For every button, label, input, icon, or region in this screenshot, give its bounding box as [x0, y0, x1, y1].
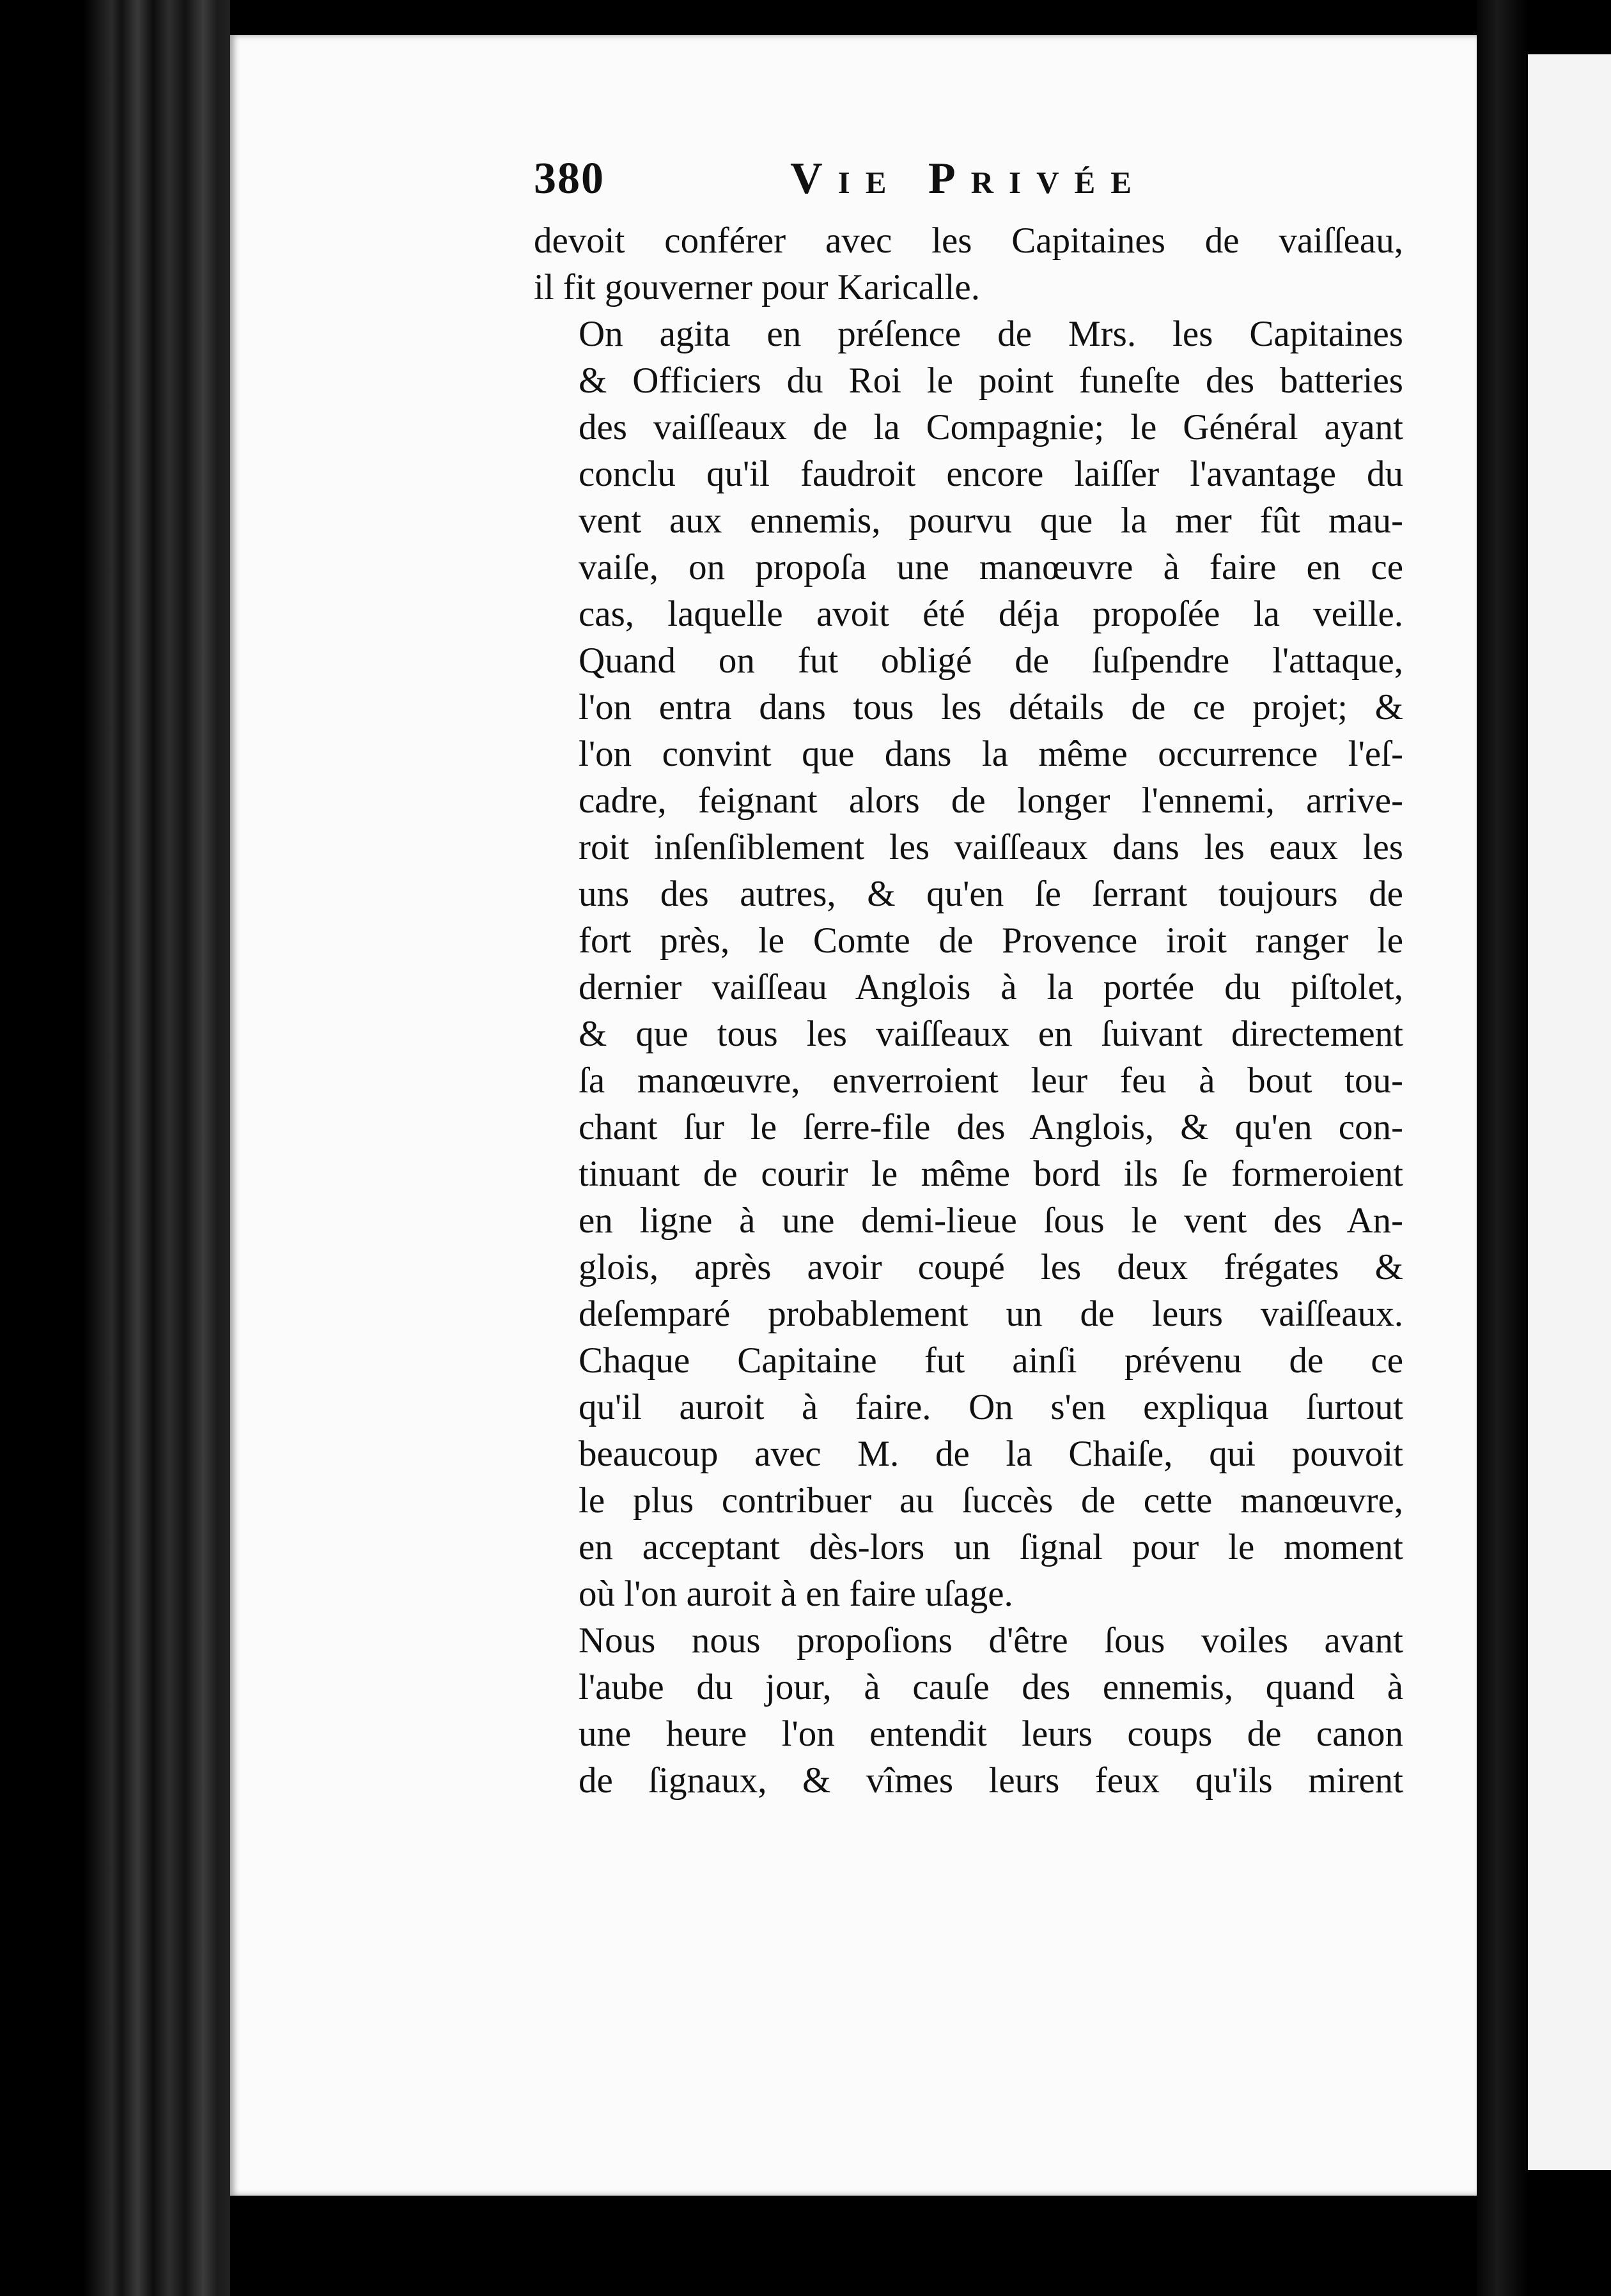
text-line: Quand on fut obligé de ſuſpendre l'attaque, — [579, 640, 1403, 681]
text-line: vaiſe, on propoſa une manœuvre à faire en ce — [579, 547, 1403, 587]
text-line: cadre, feignant alors de longer l'ennemi, arrive- — [579, 780, 1403, 821]
paragraph — [534, 1617, 1403, 1804]
text-line: tinuant de courir le même bord ils ſe formeroient — [579, 1154, 1403, 1194]
text-line: fort près, le Comte de Provence iroit ranger le — [579, 920, 1403, 961]
text-line: dernier vaiſſeau Anglois à la portée du piſtolet, — [579, 967, 1403, 1007]
text-line: ſa manœuvre, enverroient leur feu à bout tou- — [579, 1060, 1403, 1101]
text-line: de ſignaux, & vîmes leurs feux qu'ils mirent — [579, 1760, 1403, 1801]
text-line: le plus contribuer au ſuccès de cette manœuvre, — [579, 1480, 1403, 1521]
page-text-block — [534, 153, 1403, 1804]
paragraph — [534, 637, 1403, 1337]
scan-bottom-edge — [230, 2196, 1477, 2296]
text-line: en acceptant dès-lors un ſignal pour le moment — [579, 1527, 1403, 1567]
book-gutter-right — [1477, 0, 1528, 2296]
next-page-edge — [1528, 54, 1611, 2170]
text-line: uns des autres, & qu'en ſe ſerrant toujours de — [579, 874, 1403, 914]
paragraph — [534, 1337, 1403, 1617]
paragraph — [534, 217, 1403, 311]
text-line: en ligne à une demi-lieue ſous le vent des An- — [579, 1200, 1403, 1241]
text-line: l'aube du jour, à cauſe des ennemis, quand à — [579, 1667, 1403, 1707]
text-line: beaucoup avec M. de la Chaiſe, qui pouvoit — [579, 1434, 1403, 1474]
text-line: deſemparé probablement un de leurs vaiſſeaux. — [579, 1294, 1403, 1334]
text-line: devoit conférer avec les Capitaines de vaiſſeau, — [534, 221, 1403, 261]
text-line: chant ſur le ſerre-file des Anglois, & qu'en con- — [579, 1107, 1403, 1147]
text-line: cas, laquelle avoit été déja propoſée la veille. — [579, 594, 1403, 634]
text-line: une heure l'on entendit leurs coups de canon — [579, 1714, 1403, 1754]
text-line: l'on convint que dans la même occurrence l'eſ- — [579, 734, 1403, 774]
page-number: 380 — [534, 154, 605, 203]
text-line: des vaiſſeaux de la Compagnie; le Général ayant — [579, 407, 1403, 447]
text-line: où l'on auroit à en faire uſage. — [579, 1574, 1013, 1614]
text-line: l'on entra dans tous les détails de ce projet; & — [579, 687, 1403, 727]
text-line: qu'il auroit à faire. On s'en expliqua ſurtout — [579, 1387, 1403, 1427]
text-line: glois, après avoir coupé les deux frégates & — [579, 1247, 1403, 1287]
book-binding-left — [0, 0, 230, 2296]
running-head — [534, 153, 1403, 217]
text-line: Chaque Capitaine fut ainſi prévenu de ce — [579, 1340, 1403, 1381]
text-line: On agita en préſence de Mrs. les Capitaines — [579, 314, 1403, 354]
paragraph — [534, 311, 1403, 637]
text-line: conclu qu'il faudroit encore laiſſer l'avantage du — [579, 454, 1403, 494]
text-line: & que tous les vaiſſeaux en ſuivant directement — [579, 1014, 1403, 1054]
text-line: & Officiers du Roi le point funeſte des batteries — [579, 361, 1403, 401]
text-line: Nous nous propoſions d'être ſous voiles avant — [579, 1620, 1403, 1661]
text-line: il fit gouverner pour Karicalle. — [534, 267, 980, 307]
text-line: roit inſenſiblement les vaiſſeaux dans les eaux les — [579, 827, 1403, 867]
running-head-title: Vie Privée — [790, 154, 1147, 203]
text-line: vent aux ennemis, pourvu que la mer fût mau- — [579, 500, 1403, 541]
